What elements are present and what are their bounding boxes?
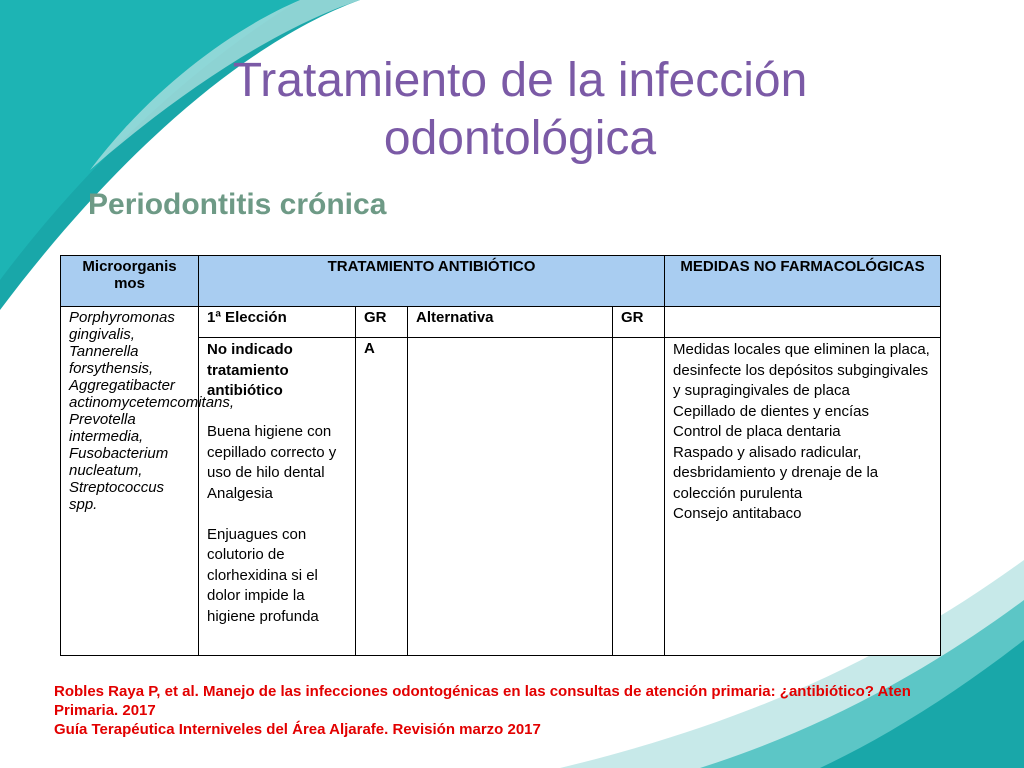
first-choice-bold: No indicado tratamiento antibiótico — [207, 341, 293, 399]
gr-alt-value-cell — [613, 338, 665, 656]
measure-item: Cepillado de dientes y encías — [673, 402, 869, 420]
slide-subtitle: Periodontitis crónica — [88, 188, 387, 221]
alternative-value-cell — [408, 338, 613, 656]
subheader-gr-alt: GR — [613, 307, 665, 338]
first-choice-mouthwash: Enjuagues con colutorio de clorhexidina si el dolor impide la higiene profunda — [207, 525, 319, 625]
table-subheader-row — [61, 307, 941, 338]
subheader-gr: GR — [356, 307, 408, 338]
subheader-first-choice: 1ª Elección — [199, 307, 356, 338]
subheader-alternative: Alternativa — [408, 307, 613, 338]
first-choice-cell — [199, 338, 356, 656]
measure-item: Medidas locales que eliminen la placa, desinfecte los depósitos subgingivales y supragingivales de placa — [673, 341, 930, 399]
gr-value-cell: A — [356, 338, 408, 656]
header-non-pharmacological: MEDIDAS NO FARMACOLÓGICAS — [665, 256, 941, 307]
measure-item: Raspado y alisado radicular, desbridamiento y drenaje de la colección purulenta — [673, 443, 879, 502]
reference-item: Robles Raya P, et al. Manejo de las infecciones odontogénicas en las consultas de atención primaria: ¿antibiótico? Aten Primaria. 2017 — [54, 683, 911, 719]
microorganisms-cell: Porphyromonas gingivalis, Tannerella forsythensis, Aggregatibacter actinomycetemcomitans, Prevotella intermedia, Fusobacterium nucleatum, Streptococcus spp. — [61, 307, 199, 656]
first-choice-hygiene: Buena higiene con cepillado correcto y uso de hilo dental — [207, 423, 337, 481]
references — [54, 682, 954, 739]
first-choice-analgesia: Analgesia — [207, 484, 273, 502]
measures-cell — [665, 338, 941, 656]
header-antibiotic-treatment: TRATAMIENTO ANTIBIÓTICO — [199, 256, 665, 307]
table-header-row — [61, 256, 941, 307]
subheader-empty — [665, 307, 941, 338]
measure-item: Control de placa dentaria — [673, 423, 841, 440]
measure-item: Consejo antitabaco — [673, 505, 802, 522]
slide-title: Tratamiento de la infección odontológica — [232, 54, 808, 165]
treatment-table — [60, 255, 941, 656]
header-microorganisms: Microorganis mos — [61, 256, 199, 307]
reference-item: Guía Terapéutica Interniveles del Área Aljarafe. Revisión marzo 2017 — [54, 721, 541, 738]
